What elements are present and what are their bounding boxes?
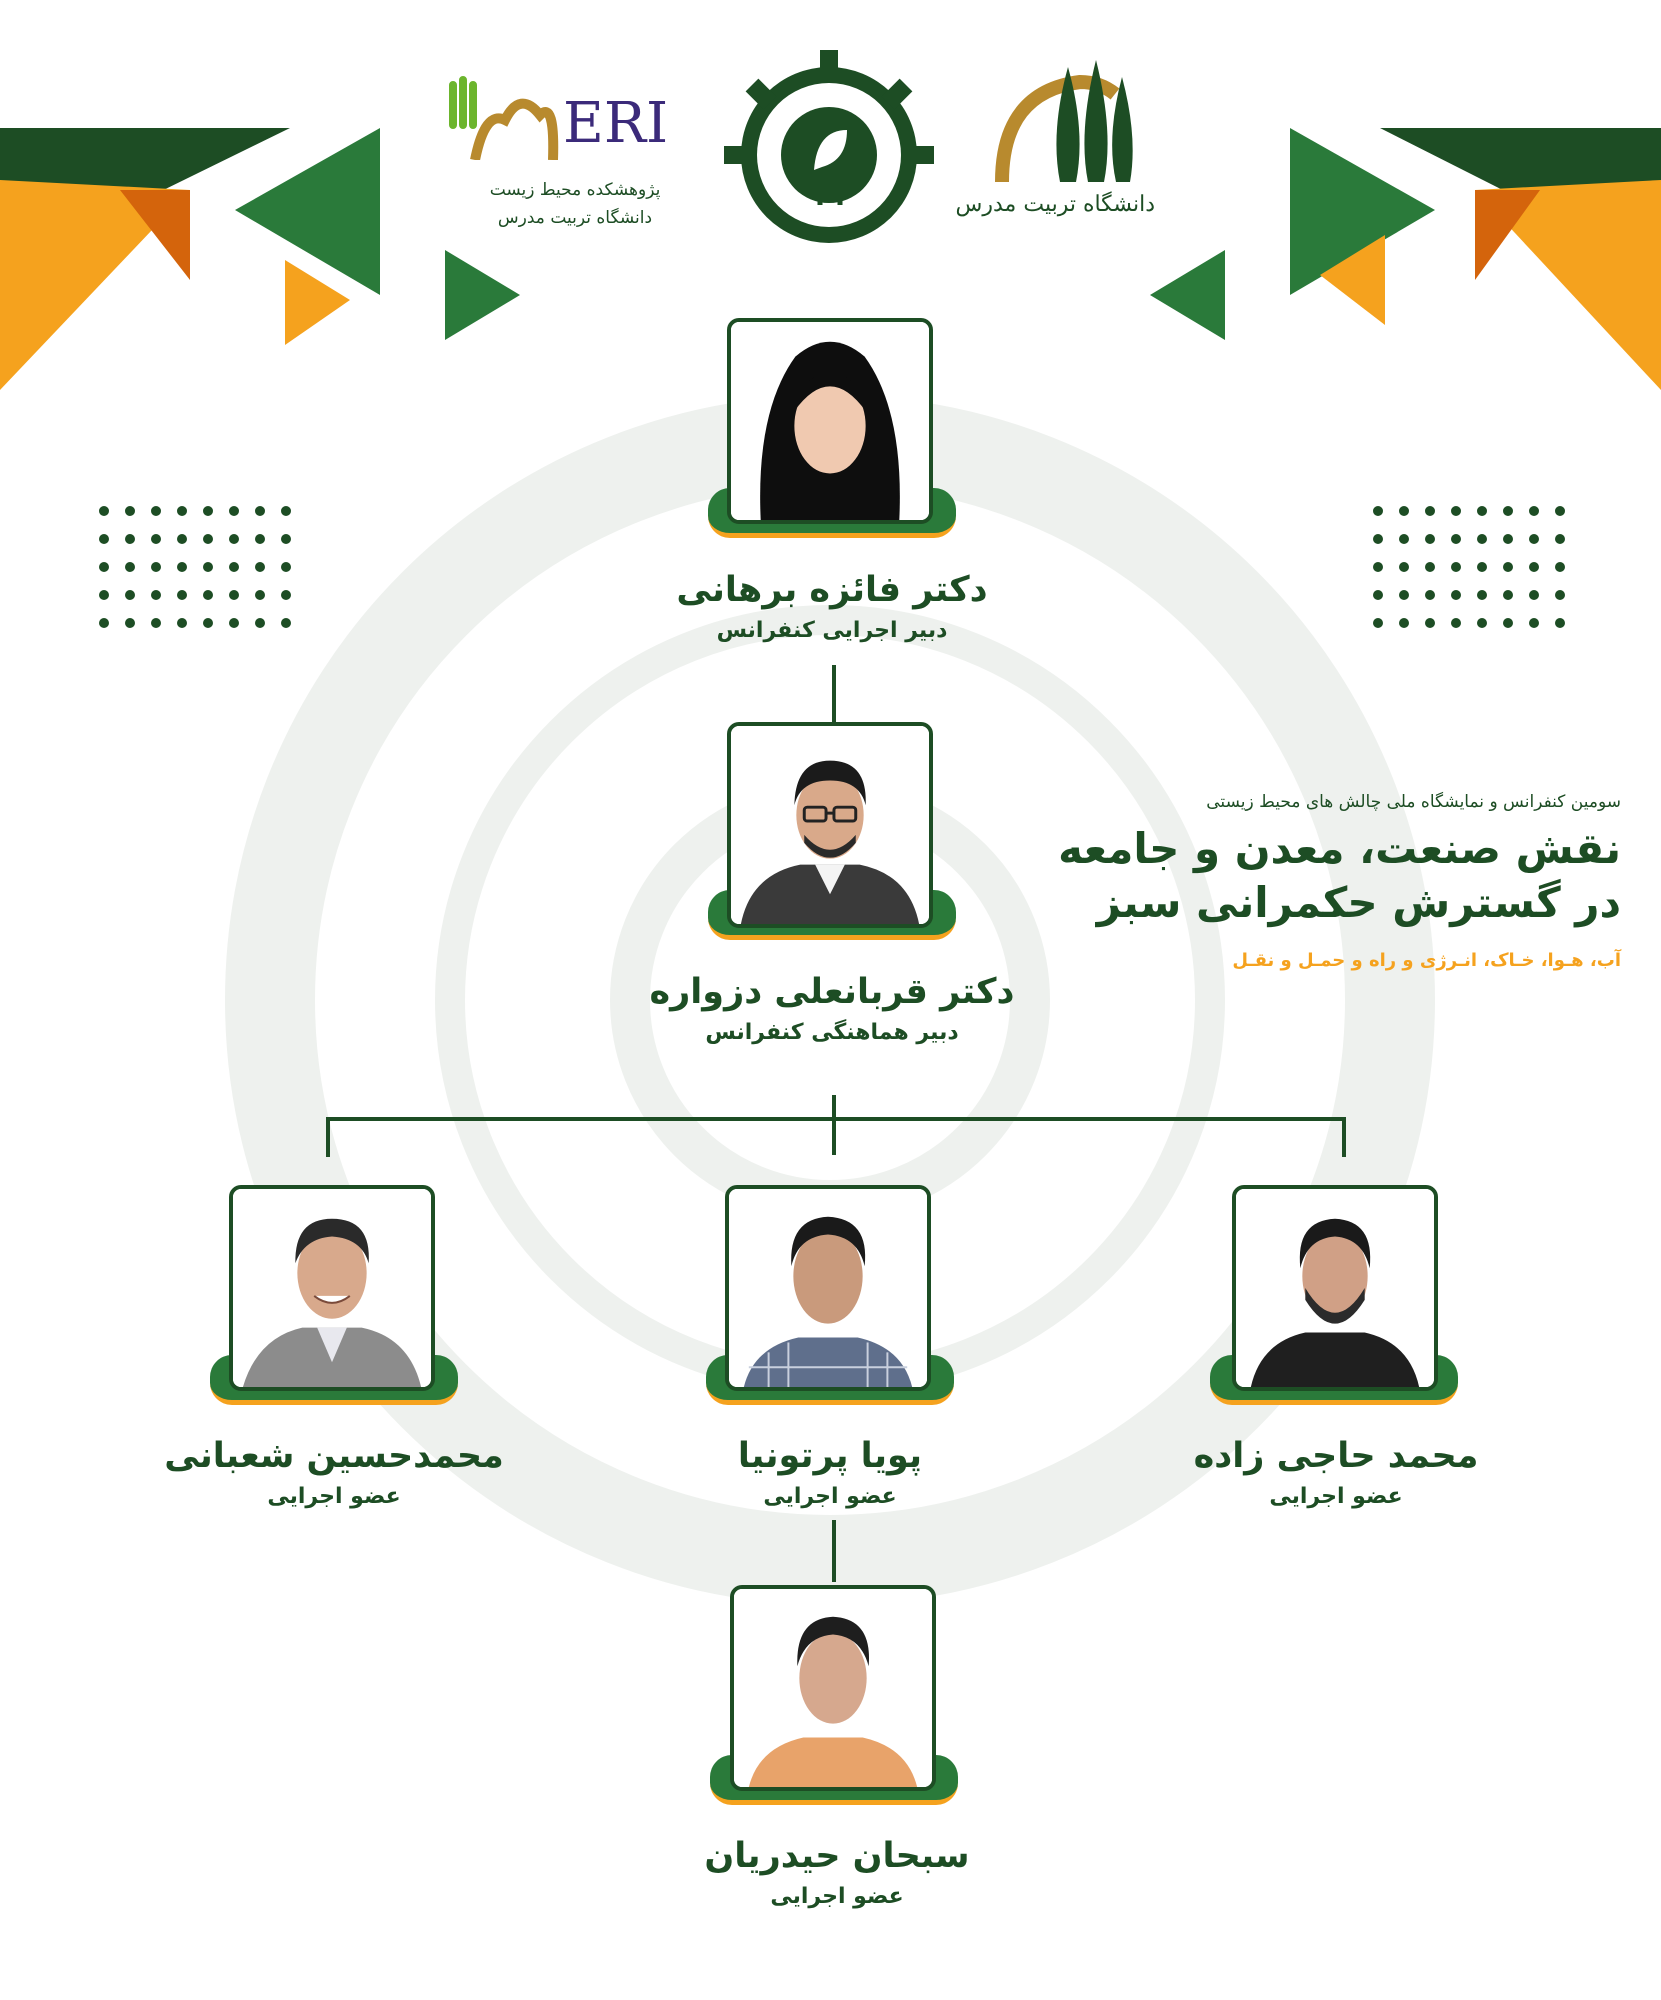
woman-hijab-avatar-icon — [731, 322, 929, 520]
person-name: پویا پرتونیا — [737, 1436, 923, 1476]
dot — [255, 506, 265, 516]
dot-grid-left — [98, 505, 298, 635]
dot — [1399, 534, 1409, 544]
dot — [1373, 590, 1383, 600]
dot-grid-right — [1372, 505, 1572, 635]
dot — [125, 562, 135, 572]
person-role: عضو اجرایی — [1269, 1484, 1403, 1509]
dot — [1373, 618, 1383, 628]
dot — [1451, 618, 1461, 628]
eri-logo — [445, 70, 685, 240]
dot — [1529, 590, 1539, 600]
man-glasses-suit-avatar-icon — [731, 726, 929, 924]
dot — [99, 590, 109, 600]
dot — [177, 590, 187, 600]
person-role: عضو اجرایی — [267, 1484, 401, 1509]
dot — [1503, 562, 1513, 572]
dot — [125, 618, 135, 628]
dot — [1373, 534, 1383, 544]
dot — [229, 590, 239, 600]
eri-wordmark: ERI — [563, 91, 669, 156]
dot — [255, 562, 265, 572]
dot — [255, 618, 265, 628]
photo-frame — [727, 318, 933, 524]
dot — [1477, 506, 1487, 516]
dot — [1425, 562, 1435, 572]
person-role: دبیر هماهنگی کنفرانس — [705, 1020, 959, 1045]
dot — [1503, 618, 1513, 628]
left-triangles-decoration — [0, 128, 520, 390]
connector-row-bottom — [832, 1520, 836, 1582]
dot — [281, 506, 291, 516]
dot — [99, 506, 109, 516]
conference-main-title — [1058, 822, 1621, 930]
photo-frame — [229, 1185, 435, 1391]
photo-frame — [727, 722, 933, 928]
person-name: سبحان حیدریان — [704, 1836, 970, 1876]
dot — [281, 534, 291, 544]
dot — [229, 534, 239, 544]
dot — [1425, 506, 1435, 516]
person-name: دکتر فائزه برهانی — [676, 570, 988, 610]
right-triangles-decoration — [1150, 128, 1661, 390]
man-plaid-shirt-avatar-icon — [729, 1189, 927, 1387]
dot — [1451, 590, 1461, 600]
dot — [1555, 590, 1565, 600]
dot — [281, 562, 291, 572]
dot — [1451, 506, 1461, 516]
person-name: محمد حاجی زاده — [1193, 1436, 1479, 1476]
dot — [99, 562, 109, 572]
person-name: محمدحسین شعبانی — [164, 1436, 504, 1476]
dot — [1399, 506, 1409, 516]
dot — [177, 534, 187, 544]
connector-2-row — [832, 1095, 836, 1155]
dot — [151, 534, 161, 544]
man-orange-shirt-avatar-icon — [734, 1589, 932, 1787]
conference-small-title: سومین کنفرانس و نمایشگاه ملی چالش های محیط زیستی — [1206, 792, 1621, 812]
dot — [1555, 534, 1565, 544]
university-emblem-icon — [990, 52, 1155, 192]
dot — [281, 590, 291, 600]
dot — [255, 534, 265, 544]
dot — [1503, 506, 1513, 516]
dot — [229, 506, 239, 516]
photo-frame — [725, 1185, 931, 1391]
connector-left — [326, 1117, 330, 1157]
dot — [1555, 506, 1565, 516]
dot — [125, 534, 135, 544]
main-title-line2: در گسترش حکمرانی سبز — [1096, 878, 1621, 927]
person-name: دکتر قربانعلی دزواره — [649, 972, 1015, 1012]
gear-leaf-logo-icon — [722, 45, 937, 270]
dot — [1425, 618, 1435, 628]
main-title-line1: نقش صنعت، معدن و جامعه — [1058, 824, 1621, 873]
university-name: دانشگاه تربیت مدرس — [955, 192, 1155, 217]
dot — [1529, 506, 1539, 516]
person-role: عضو اجرایی — [763, 1484, 897, 1509]
dot — [177, 562, 187, 572]
photo-frame — [730, 1585, 936, 1791]
man-beard-black-avatar-icon — [1236, 1189, 1434, 1387]
dot — [229, 562, 239, 572]
person-role: عضو اجرایی — [770, 1884, 904, 1909]
man-smiling-blazer-avatar-icon — [233, 1189, 431, 1387]
dot — [1529, 534, 1539, 544]
dot — [1425, 590, 1435, 600]
dot — [151, 618, 161, 628]
person-role: دبیر اجرایی کنفرانس — [716, 618, 948, 643]
dot — [1477, 562, 1487, 572]
dot — [1555, 562, 1565, 572]
dot — [1555, 618, 1565, 628]
eri-leaf-icon — [445, 70, 685, 160]
dot — [125, 590, 135, 600]
connector-1-2 — [832, 665, 836, 725]
dot — [151, 506, 161, 516]
connector-horizontal — [326, 1117, 1346, 1121]
dot — [1425, 534, 1435, 544]
dot — [1477, 618, 1487, 628]
dot — [1451, 534, 1461, 544]
dot — [203, 618, 213, 628]
dot — [1373, 562, 1383, 572]
dot — [125, 506, 135, 516]
dot — [203, 590, 213, 600]
dot — [151, 562, 161, 572]
dot — [99, 618, 109, 628]
dot — [203, 562, 213, 572]
eri-line2: دانشگاه تربیت مدرس — [497, 208, 653, 228]
dot — [151, 590, 161, 600]
eri-line1: پژوهشکده محیط زیست — [489, 180, 661, 200]
conference-logo — [722, 45, 937, 270]
dot — [1529, 562, 1539, 572]
dot — [1529, 618, 1539, 628]
dot — [1477, 534, 1487, 544]
dot — [177, 506, 187, 516]
dot — [203, 534, 213, 544]
dot — [1399, 618, 1409, 628]
conference-subtitle: آب، هـوا، خـاک، انـرژی و راه و حمـل و نقـل — [1232, 950, 1621, 971]
dot — [229, 618, 239, 628]
connector-right — [1342, 1117, 1346, 1157]
dot — [1503, 534, 1513, 544]
dot — [255, 590, 265, 600]
dot — [1503, 590, 1513, 600]
dot — [1373, 506, 1383, 516]
dot — [99, 534, 109, 544]
dot — [203, 506, 213, 516]
dot — [1399, 562, 1409, 572]
dot — [1477, 590, 1487, 600]
dot — [1399, 590, 1409, 600]
dot — [1451, 562, 1461, 572]
dot — [177, 618, 187, 628]
university-logo — [955, 52, 1155, 227]
photo-frame — [1232, 1185, 1438, 1391]
dot — [281, 618, 291, 628]
